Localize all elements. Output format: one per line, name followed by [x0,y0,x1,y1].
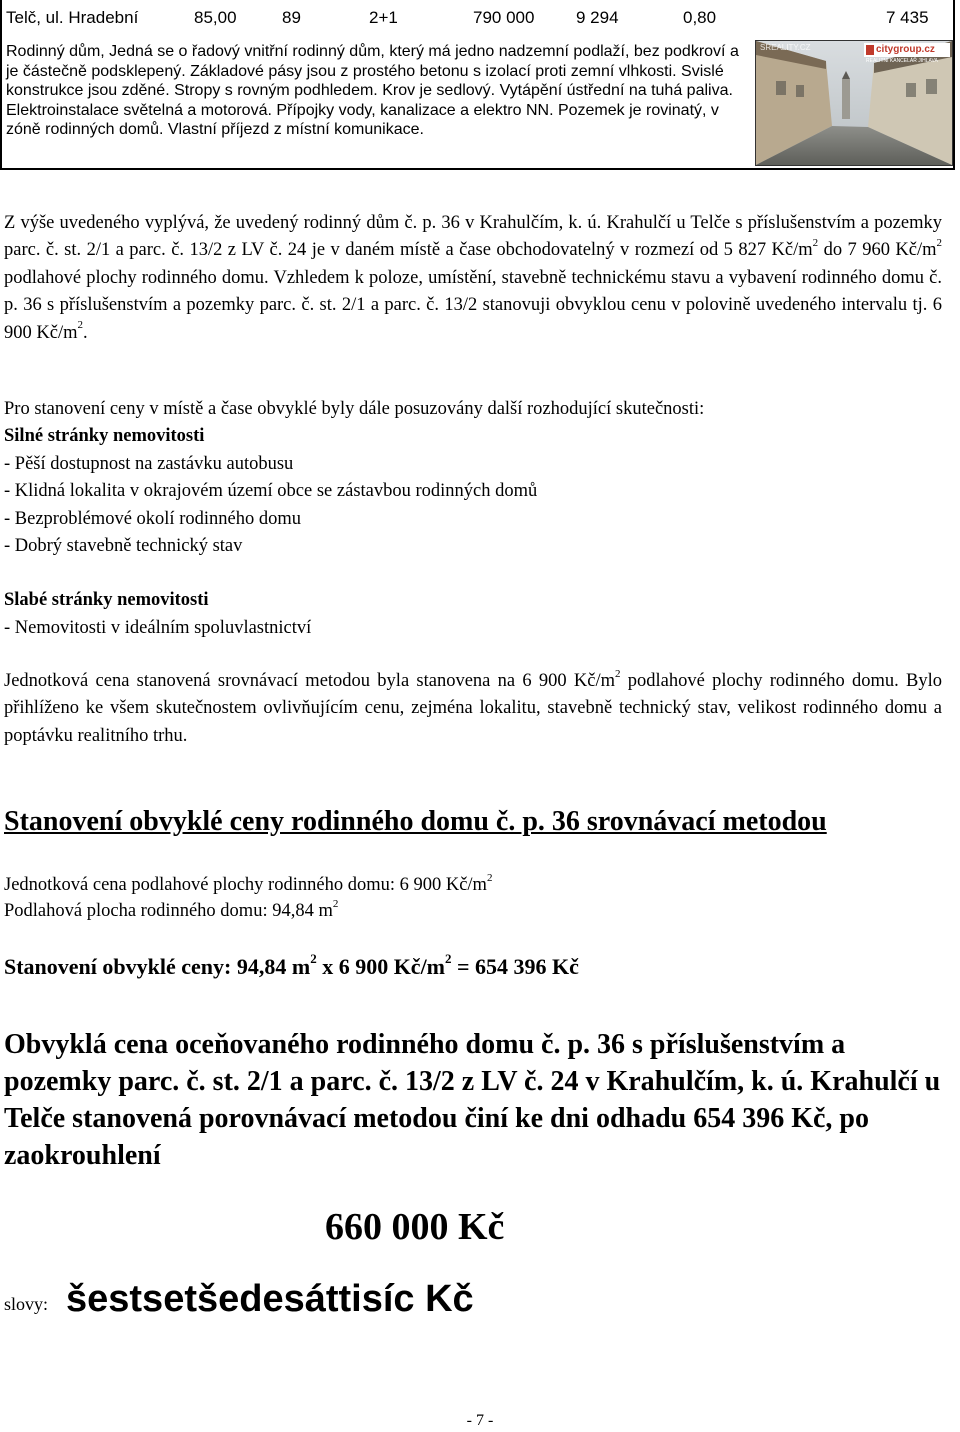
unit-price-text-1: Jednotková cena stanovená srovnávací metodou byla stanovena na 6 900 Kč/m [4,671,616,691]
comparable-data-row [6,8,949,32]
superscript: 2 [310,950,317,966]
comparable-floor-area: 85,00 [194,8,237,27]
summary-text-2: do 7 960 Kč/m [818,240,937,261]
comparable-adjusted-price: 7 435 [886,8,929,27]
superscript: 2 [615,667,621,680]
final-price: 660 000 Kč [325,1206,505,1248]
comparable-coefficient: 0,80 [683,8,717,27]
strength-item: - Pěší dostupnost na zastávku autobusu [4,453,294,474]
photo-watermark: SREALITY.CZ [760,43,811,52]
comparable-col3: 89 [282,8,301,27]
superscript: 2 [936,237,942,250]
result-text-3: = 654 396 Kč [451,954,579,979]
floor-area-line [4,898,338,924]
photo-logo: citygroup.cz [876,44,935,55]
floor-area-line-text: Podlahová plocha rodinného domu: 94,84 m [4,901,333,921]
superscript: 2 [486,871,493,884]
section-heading: Stanovení obvyklé ceny rodinného domu č. p. 36 srovnávací metodou [4,806,827,837]
factors-intro: Pro stanovení ceny v místě a čase obvyklé byly dále posuzovány další rozhodující skutečnosti: [4,399,705,419]
photo-logo-subtitle: REALITNÍ KANCELÁŘ JIHLAVA [866,58,938,64]
comparable-photo [755,40,953,166]
price-in-words: šestsetšedesáttisíc Kč [66,1278,474,1320]
comparable-unit-price: 9 294 [576,8,619,27]
summary-text-4: . [82,322,88,343]
summary-text-3: podlahové plochy rodinného domu. Vzhledem k poloze, umístění, stavebně technickému stavu a vybavení rodinného domu č. p. 36 s příslušenstvím a pozemky parc. č. st. 2/1 a parc. č. 13/2 stanovuji obvyklou cenu v polovině uvedeného intervalu tj. 6 900 Kč/m [4,267,942,343]
superscript: 2 [445,950,452,966]
strength-item: - Bezproblémové okolí rodinného domu [4,508,301,529]
summary-text-1: Z výše uvedeného vyplývá, že uvedený rodinný dům č. p. 36 v Krahulčím, k. ú. Krahulčí u Telče s příslušenstvím a pozemky parc. č. st. 2/1 a parc. č. 13/2 z LV č. 24 je v daném místě a čase obchodovatelný v rozmezí od 5 827 Kč/m [4,213,942,261]
comparable-description: Rodinný dům, Jedná se o řadový vnitřní rodinný dům, který má jedno nadzemní podlaží, bez podkroví a je částečně podsklepený. Základové pásy jsou z prostého betonu s izolací proti zemní vlhkosti. Svislé konstrukce jsou zděné. Stropy s rovným podhledem. Krov je sedlový. Vytápění ústřední na tuhá paliva. Elektroinstalace světelná a motorová. Přípojky vody, kanalizace a elektro NN. Pozemek je rovinatý, v zóně rodinných domů. Vlastní příjezd z místní komunikace. [6,43,739,139]
comparable-layout: 2+1 [369,8,398,27]
result-text-2: x 6 900 Kč/m [316,954,446,979]
spacer [4,560,942,587]
words-label: slovy: [4,1294,49,1314]
strength-item: - Dobrý stavebně technický stav [4,536,243,557]
weakness-item: - Nemovitosti v ideálním spoluvlastnictví [4,617,312,638]
unit-price-paragraph [4,668,942,750]
superscript: 2 [332,897,339,910]
conclusion-paragraph: Obvyklá cena oceňovaného rodinného domu č. p. 36 s příslušenstvím a pozemky parc. č. st. 2/1 a parc. č. 13/2 z LV č. 24 v Krahulčím, k. ú. Krahulčí u Telče stanovená porovnávací metodou činí ke dni odhadu 654 396 Kč, po zaokrouhlení [4,1029,941,1171]
factors-section [4,396,942,642]
strengths-title: Silné stránky nemovitosti [4,426,205,447]
price-calculation-result [4,950,579,980]
comparable-property-box [0,0,955,170]
unit-price-text-2: podlahové plochy rodinného domu. Bylo přihlíženo ke všem skutečnostem ovlivňujícím cenu, zejména lokalitu, stavebně technický stav, velikost rodinného domu a poptávku realitního trhu. [4,671,942,746]
unit-price-line [4,872,492,898]
superscript: 2 [812,237,819,250]
comparable-price: 790 000 [473,8,535,27]
comparable-location: Telč, ul. Hradební [6,8,139,27]
page-number: - 7 - [466,1412,494,1429]
strength-item: - Klidná lokalita v okrajovém území obce se zástavbou rodinných domů [4,481,538,502]
result-text-1: Stanovení obvyklé ceny: 94,84 m [4,954,311,979]
superscript: 2 [77,319,83,332]
summary-paragraph [4,210,942,347]
weaknesses-title: Slabé stránky nemovitosti [4,590,209,611]
unit-price-line-text: Jednotková cena podlahové plochy rodinného domu: 6 900 Kč/m [4,875,487,895]
